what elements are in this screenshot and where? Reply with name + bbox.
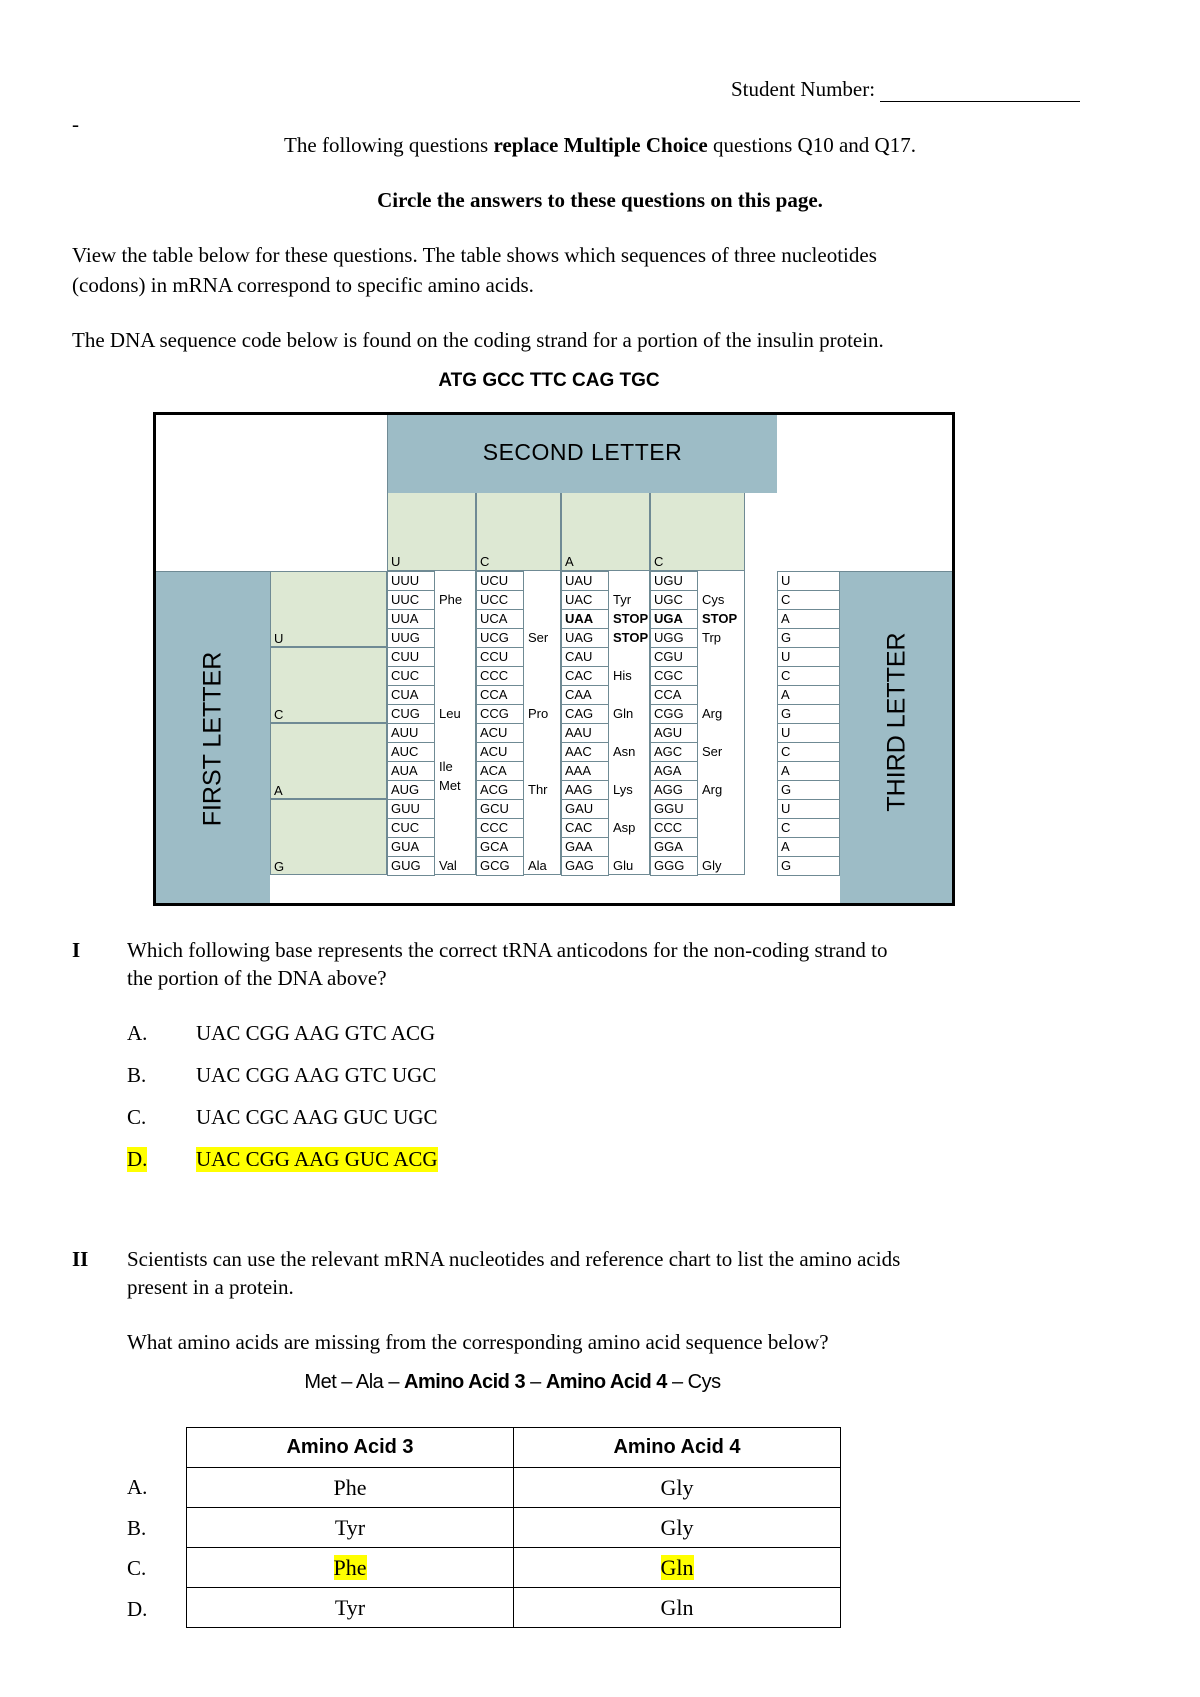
third-letter-cell: U xyxy=(777,799,840,819)
amino-table-row[interactable] xyxy=(187,1508,841,1548)
third-letter-cell: C xyxy=(777,742,840,762)
amino-acid-4-cell[interactable] xyxy=(514,1588,841,1628)
codon-cell: GUU xyxy=(387,799,435,819)
amino-table-header-row xyxy=(187,1428,841,1468)
codon-cell: AGU xyxy=(650,723,698,743)
codon-cell: AUC xyxy=(387,742,435,762)
col-header-label: C xyxy=(480,554,490,569)
codon-table xyxy=(153,412,955,906)
amino-row-label[interactable]: C. xyxy=(127,1556,147,1580)
codon-cell: AGG xyxy=(650,780,698,800)
second-letter-col-3 xyxy=(650,493,745,571)
intro-pre: The following questions xyxy=(284,133,494,157)
codon-cell: UCU xyxy=(476,571,524,591)
amino-table-row[interactable] xyxy=(187,1548,841,1588)
second-letter-col-2 xyxy=(561,493,650,571)
codon-cell: GCA xyxy=(476,837,524,857)
amino-acid-label: Val xyxy=(439,858,457,873)
amino-acid-label: Ile xyxy=(439,759,453,775)
codon-cell: GGA xyxy=(650,837,698,857)
third-letter-cell: U xyxy=(777,723,840,743)
q1-option-text[interactable]: UAC CGG AAG GUC ACG xyxy=(196,1147,438,1171)
third-letter-cell: G xyxy=(777,780,840,800)
codon-cell: CCA xyxy=(476,685,524,705)
amino-acid-3-cell[interactable] xyxy=(187,1588,514,1628)
codon-cell: CUG xyxy=(387,704,435,724)
header-amino-acid-3: Amino Acid 3 xyxy=(187,1428,514,1468)
q1-option-text[interactable]: UAC CGC AAG GUC UGC xyxy=(196,1105,438,1129)
amino-acid-label: Asp xyxy=(613,820,636,835)
stray-dash: - xyxy=(72,112,79,136)
row-header-label: U xyxy=(274,631,284,646)
codon-cell: UGG xyxy=(650,628,698,648)
amino-row-label[interactable]: D. xyxy=(127,1597,148,1621)
third-letter-cell: A xyxy=(777,685,840,705)
third-letter-cell: A xyxy=(777,837,840,857)
codon-cell: CUC xyxy=(387,666,435,686)
q2-number: II xyxy=(72,1247,89,1271)
third-letter-label: THIRD LETTER xyxy=(882,632,911,812)
codon-cell: CUC xyxy=(387,818,435,838)
codon-cell: CUA xyxy=(387,685,435,705)
amino-acid-3-cell[interactable] xyxy=(187,1468,514,1508)
seq-bold-1: Amino Acid 3 xyxy=(404,1371,526,1393)
amino-acid-label: His xyxy=(613,668,632,683)
third-letter-cell: C xyxy=(777,818,840,838)
third-letter-band xyxy=(840,571,955,906)
first-letter-row-0 xyxy=(270,571,387,647)
codon-cell: CAA xyxy=(561,685,609,705)
second-letter-label: SECOND LETTER xyxy=(482,439,683,465)
codon-cell: UAU xyxy=(561,571,609,591)
amino-acid-4-cell[interactable] xyxy=(514,1548,841,1588)
codon-cell: ACA xyxy=(476,761,524,781)
amino-row-label[interactable]: B. xyxy=(127,1516,147,1540)
amino-acid-3-value: Tyr xyxy=(334,1514,366,1540)
codon-cell: GGU xyxy=(650,799,698,819)
amino-table-row[interactable] xyxy=(187,1468,841,1508)
amino-acid-4-value: Gly xyxy=(660,1474,694,1500)
first-letter-row-2 xyxy=(270,723,387,799)
codon-cell: CGU xyxy=(650,647,698,667)
q1-option-label[interactable]: C. xyxy=(127,1105,147,1129)
codon-cell: CCA xyxy=(650,685,698,705)
q1-option-text[interactable]: UAC CGG AAG GTC ACG xyxy=(196,1021,436,1045)
third-letter-cell: U xyxy=(777,647,840,667)
instruction: Circle the answers to these questions on this page. xyxy=(377,188,823,212)
row-header-label: G xyxy=(274,859,285,874)
codon-cell: CAU xyxy=(561,647,609,667)
first-letter-row-3 xyxy=(270,799,387,875)
codon-cell: UUA xyxy=(387,609,435,629)
amino-acid-3-value: Phe xyxy=(333,1554,367,1580)
amino-acid-label: Gly xyxy=(702,858,722,873)
amino-acid-label: Arg xyxy=(702,782,723,797)
codon-cell: UGA xyxy=(650,609,698,629)
codon-cell: CGC xyxy=(650,666,698,686)
third-letter-cell: U xyxy=(777,571,840,591)
amino-acid-label: Ala xyxy=(528,858,547,873)
codon-cell: CAG xyxy=(561,704,609,724)
col-header-label: A xyxy=(565,554,574,569)
codon-cell: GAG xyxy=(561,856,609,876)
seq-bold-2: Amino Acid 4 xyxy=(545,1371,667,1393)
amino-acid-label: STOP xyxy=(613,630,649,645)
codon-cell: GAU xyxy=(561,799,609,819)
third-letter-cell: A xyxy=(777,761,840,781)
first-letter-label: FIRST LETTER xyxy=(198,651,227,827)
view-line-1: View the table below for these questions. The table shows which sequences of three nucleotides xyxy=(72,243,877,267)
codon-cell: CGG xyxy=(650,704,698,724)
amino-acid-label: STOP xyxy=(702,611,738,626)
codon-cell: CCC xyxy=(476,818,524,838)
dna-sequence: ATG GCC TTC CAG TGC xyxy=(438,370,660,391)
amino-acid-label: Ser xyxy=(702,744,723,759)
col-header-label: C xyxy=(654,554,664,569)
codon-cell: AAU xyxy=(561,723,609,743)
amino-acid-table xyxy=(186,1427,841,1628)
codon-cell: UUU xyxy=(387,571,435,591)
amino-acid-4-cell[interactable] xyxy=(514,1508,841,1548)
codon-cell: AGA xyxy=(650,761,698,781)
amino-acid-4-value: Gln xyxy=(660,1554,694,1580)
q1-line-2: the portion of the DNA above? xyxy=(127,966,387,990)
intro-line xyxy=(0,133,1200,158)
q1-option-label[interactable]: A. xyxy=(127,1021,148,1045)
q2-line-1: Scientists can use the relevant mRNA nucleotides and reference chart to list the amino acids xyxy=(127,1247,901,1271)
amino-acid-3-cell[interactable] xyxy=(187,1508,514,1548)
codon-cell: CAC xyxy=(561,666,609,686)
codon-cell: AUU xyxy=(387,723,435,743)
student-number-label: Student Number: xyxy=(731,77,881,101)
amino-sequence xyxy=(186,1371,839,1394)
intro-bold: replace Multiple Choice xyxy=(493,133,708,157)
seq-part-1: Met – Ala – xyxy=(304,1371,405,1393)
codon-cell: AUA xyxy=(387,761,435,781)
codon-cell: GCU xyxy=(476,799,524,819)
amino-acid-label: Lys xyxy=(613,782,633,797)
view-line-2: (codons) in mRNA correspond to specific amino acids. xyxy=(72,273,534,297)
third-letter-cell: G xyxy=(777,704,840,724)
second-letter-col-1 xyxy=(476,493,561,571)
codon-cell: GUG xyxy=(387,856,435,876)
codon-cell: CCC xyxy=(650,818,698,838)
col-header-label: U xyxy=(391,554,401,569)
q1-option-text[interactable]: UAC CGG AAG GTC UGC xyxy=(196,1063,437,1087)
amino-acid-label: Phe xyxy=(439,592,463,607)
amino-acid-3-value: Tyr xyxy=(334,1594,366,1620)
codon-cell: UAC xyxy=(561,590,609,610)
amino-acid-label: Tyr xyxy=(613,592,632,607)
amino-acid-4-value: Gln xyxy=(660,1594,694,1620)
codon-cell: GGG xyxy=(650,856,698,876)
q1-option-label[interactable]: D. xyxy=(127,1147,148,1171)
q2-line-3: What amino acids are missing from the corresponding amino acid sequence below? xyxy=(127,1330,829,1354)
codon-cell: UUC xyxy=(387,590,435,610)
codon-cell: GCG xyxy=(476,856,524,876)
dna-line: The DNA sequence code below is found on the coding strand for a portion of the insulin protein. xyxy=(72,328,884,352)
codon-cell: CUU xyxy=(387,647,435,667)
second-letter-col-0 xyxy=(387,493,476,571)
third-letter-cell: G xyxy=(777,856,840,876)
codon-cell: ACU xyxy=(476,723,524,743)
codon-cell: UCC xyxy=(476,590,524,610)
intro-post: questions Q10 and Q17. xyxy=(707,133,916,157)
q1-option-label[interactable]: B. xyxy=(127,1063,147,1087)
codon-cell: UGC xyxy=(650,590,698,610)
student-number xyxy=(731,77,1080,102)
second-letter-header xyxy=(387,415,777,493)
codon-cell: AUG xyxy=(387,780,435,800)
q2-line-2: present in a protein. xyxy=(127,1275,294,1299)
third-letter-cell: C xyxy=(777,590,840,610)
codon-cell: CAC xyxy=(561,818,609,838)
row-header-label: C xyxy=(274,707,284,722)
amino-acid-label: Asn xyxy=(613,744,636,759)
amino-acid-label: Gln xyxy=(613,706,634,721)
q1-line-1: Which following base represents the correct tRNA anticodons for the non-coding strand to xyxy=(127,938,888,962)
amino-acid-label: Arg xyxy=(702,706,723,721)
third-letter-cell: A xyxy=(777,609,840,629)
seq-part-3: – Cys xyxy=(666,1371,721,1393)
third-letter-cell: C xyxy=(777,666,840,686)
codon-cell: ACG xyxy=(476,780,524,800)
codon-cell: UAG xyxy=(561,628,609,648)
amino-acid-3-value: Phe xyxy=(333,1474,367,1500)
codon-cell: AAG xyxy=(561,780,609,800)
codon-cell: UGU xyxy=(650,571,698,591)
header-amino-acid-4: Amino Acid 4 xyxy=(514,1428,841,1468)
amino-acid-3-cell[interactable] xyxy=(187,1548,514,1588)
row-header-label: A xyxy=(274,783,283,798)
third-letter-cell: G xyxy=(777,628,840,648)
amino-acid-label: Leu xyxy=(439,706,461,721)
codon-cell: AGC xyxy=(650,742,698,762)
amino-acid-label: Trp xyxy=(702,630,722,645)
codon-cell: AAC xyxy=(561,742,609,762)
codon-cell: GAA xyxy=(561,837,609,857)
q1-number: I xyxy=(72,938,81,962)
amino-row-label[interactable]: A. xyxy=(127,1475,148,1499)
amino-acid-label: Met xyxy=(439,778,461,794)
codon-cell: ACU xyxy=(476,742,524,762)
first-letter-band xyxy=(156,571,270,906)
first-letter-row-1 xyxy=(270,647,387,723)
amino-acid-4-value: Gly xyxy=(660,1514,694,1540)
codon-cell: CCC xyxy=(476,666,524,686)
amino-acid-label: Cys xyxy=(702,592,725,607)
seq-part-2: – xyxy=(525,1371,546,1393)
amino-acid-label: STOP xyxy=(613,611,649,626)
codon-cell: UAA xyxy=(561,609,609,629)
codon-cell: AAA xyxy=(561,761,609,781)
codon-cell: UCA xyxy=(476,609,524,629)
codon-cell: CCU xyxy=(476,647,524,667)
codon-cell: UUG xyxy=(387,628,435,648)
amino-table-body xyxy=(187,1468,841,1628)
codon-cell: UCG xyxy=(476,628,524,648)
amino-acid-label: Glu xyxy=(613,858,634,873)
amino-acid-label: Ser xyxy=(528,630,549,645)
amino-table-row[interactable] xyxy=(187,1588,841,1628)
amino-acid-label: Pro xyxy=(528,706,549,721)
amino-acid-4-cell[interactable] xyxy=(514,1468,841,1508)
student-number-blank[interactable] xyxy=(880,81,1080,102)
codon-cell: CCG xyxy=(476,704,524,724)
codon-cell: GUA xyxy=(387,837,435,857)
amino-acid-label: Thr xyxy=(528,782,548,797)
